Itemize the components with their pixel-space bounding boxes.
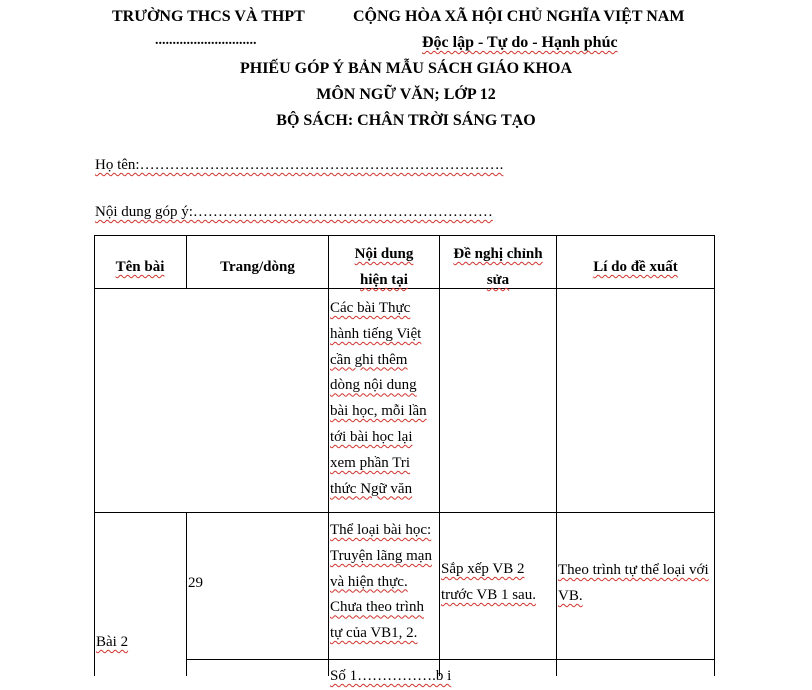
column-header-page-line: Trang/dòng (220, 259, 295, 275)
table-row-2-current-content: Thể loại bài học: Truyện lãng mạn và hiện thực. Chưa theo trình tự của VB1, 2. (330, 522, 432, 642)
nation-name: CỘNG HÒA XÃ HỘI CHỦ NGHĨA VIỆT NAM (353, 8, 685, 25)
subject-title: MÔN NGỮ VĂN; LỚP 12 (316, 86, 496, 103)
table-row-3-current-content: Số 1…………….b i (330, 668, 452, 684)
table-row-1-current-content: Các bài Thực hành tiếng Việt cần ghi thêm dòng nội dung bài học, mỗi lần tới bài học lại xem phần Tri thức Ngữ văn (330, 300, 427, 497)
name-field: Họ tên:………………………………………………………………. (95, 157, 504, 173)
table-row-2-page: 29 (188, 575, 203, 591)
column-header-current-content: Nội dung hiện tại (354, 246, 414, 288)
national-motto: Độc lập - Tự do - Hạnh phúc (422, 34, 618, 51)
table-border-left (94, 235, 95, 676)
column-divider (328, 235, 329, 676)
column-header-lesson: Tên bài (115, 259, 165, 275)
column-divider (186, 512, 187, 676)
feedback-content-field: Nội dung góp ý:…………………………………………………… (95, 204, 493, 220)
series-title: BỘ SÁCH: CHÂN TRỜI SÁNG TẠO (276, 112, 536, 129)
column-header-suggestion: Đề nghị chỉnh sửa (453, 246, 543, 288)
table-row-2-suggestion: Sắp xếp VB 2 trước VB 1 sau. (441, 561, 536, 603)
school-name-blank: ............................. (155, 33, 257, 48)
table-row-2-reason: Theo trình tự thể loại với VB. (558, 562, 709, 604)
form-title: PHIẾU GÓP Ý BẢN MẪU SÁCH GIÁO KHOA (239, 60, 572, 77)
row-divider (94, 512, 715, 513)
column-divider (556, 235, 557, 676)
table-border-top (94, 235, 715, 236)
table-row-2-lesson: Bài 2 (96, 634, 129, 650)
row-divider (186, 659, 715, 660)
table-border-right (714, 235, 715, 676)
column-divider (439, 235, 440, 676)
column-header-reason: Lí do đề xuất (593, 259, 678, 275)
school-name: TRƯỜNG THCS VÀ THPT (112, 8, 305, 25)
